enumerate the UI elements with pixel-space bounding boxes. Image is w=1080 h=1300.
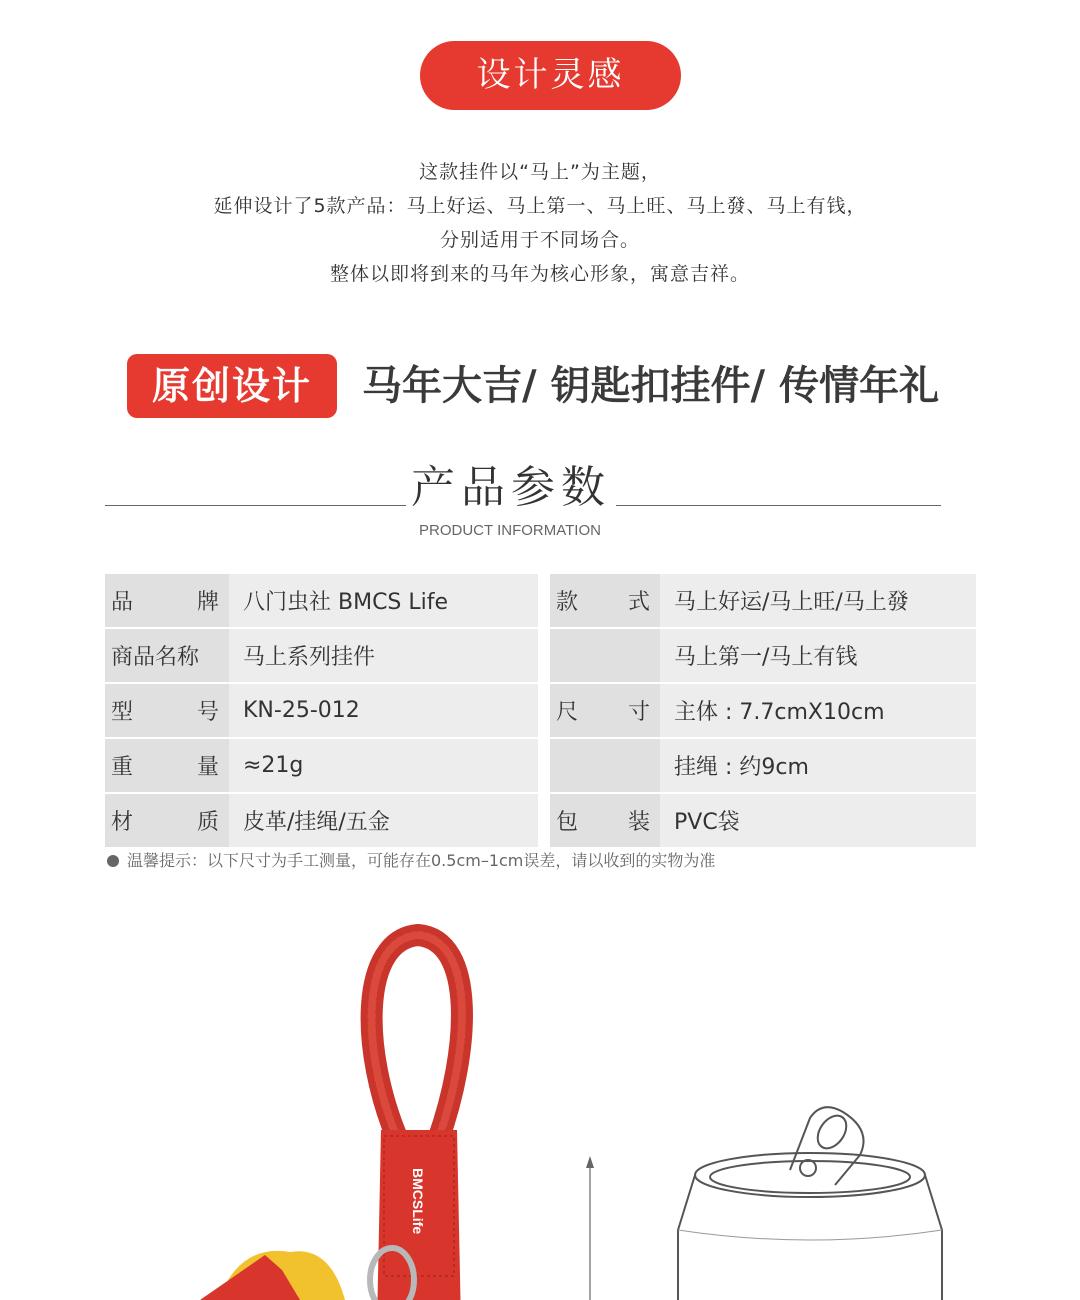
bullet-icon <box>107 855 119 867</box>
spec-label <box>550 794 660 849</box>
notice-text: 温馨提示：以下尺寸为手工测量，可能存在0.5cm–1cm误差，请以收到的实物为准 <box>127 851 716 870</box>
spec-label <box>105 574 229 629</box>
spec-label <box>105 739 229 794</box>
section-title: 产品参数 <box>411 462 611 513</box>
spec-label-char: 材 <box>111 810 134 835</box>
spec-label-char: 号 <box>196 700 219 725</box>
spec-value: 马上系列挂件 <box>229 629 550 684</box>
section-subtitle: PRODUCT INFORMATION <box>419 522 601 539</box>
spec-label-char: 量 <box>196 755 219 780</box>
spec-label-char: 尺 <box>556 700 579 725</box>
spec-label <box>550 684 660 739</box>
spec-label-char: 款 <box>556 590 579 615</box>
intro-line: 整体以即将到来的马年为核心形象，寓意吉祥。 <box>329 263 750 285</box>
spec-label-char: 包 <box>556 810 579 835</box>
spec-label <box>550 739 660 794</box>
original-design-badge: 原创设计 <box>127 354 337 418</box>
intro-line: 延伸设计了5款产品：马上好运、马上第一、马上旺、马上發、马上有钱， <box>213 195 867 217</box>
intro-line: 这款挂件以“马上”为主题， <box>419 161 661 183</box>
spec-row <box>105 629 976 684</box>
spec-value: 挂绳 : 约9cm <box>660 739 976 794</box>
spec-row <box>105 684 976 739</box>
spec-value: 皮革/挂绳/五金 <box>229 794 550 849</box>
spec-label-char: 型 <box>111 700 134 725</box>
spec-row <box>105 739 976 794</box>
spec-value: 马上好运/马上旺/马上發 <box>660 574 976 629</box>
spec-label-char: 寸 <box>627 700 650 725</box>
spec-label-text: 商品名称 <box>111 645 200 670</box>
spec-label <box>550 629 660 684</box>
spec-label-char: 装 <box>627 810 650 835</box>
spec-row <box>105 574 976 629</box>
keychain-product-photo <box>200 935 462 1300</box>
spec-label <box>105 794 229 849</box>
spec-label-char: 式 <box>627 590 650 615</box>
design-inspiration-pill: 设计灵感 <box>420 41 681 110</box>
intro-text <box>0 155 1080 291</box>
spec-value: 主体 : 7.7cmX10cm <box>660 684 976 739</box>
spec-label-char: 品 <box>111 590 134 615</box>
soda-can-reference <box>678 1107 942 1300</box>
spec-value: PVC袋 <box>660 794 976 849</box>
spec-label-char: 质 <box>196 810 219 835</box>
spec-table <box>105 574 976 849</box>
spec-value: 八门虫社 BMCS Life <box>229 574 550 629</box>
intro-line: 分别适用于不同场合。 <box>439 229 640 251</box>
notice <box>107 848 715 871</box>
spec-row <box>105 794 976 849</box>
spec-label <box>105 684 229 739</box>
spec-value: ≈21g <box>229 739 550 794</box>
spec-label <box>105 629 229 684</box>
spec-label <box>550 574 660 629</box>
spec-value: KN-25-012 <box>229 684 550 739</box>
spec-label-char: 牌 <box>196 590 219 615</box>
tab-brand-print: BMCSLife <box>410 1168 426 1235</box>
product-slogan: 马年大吉/ 钥匙扣挂件/ 传情年礼 <box>362 362 940 409</box>
spec-value: 马上第一/马上有钱 <box>660 629 976 684</box>
spec-label-char: 重 <box>111 755 134 780</box>
section-divider-right <box>616 505 941 506</box>
section-divider-left <box>105 505 406 506</box>
product-illustration <box>0 900 1080 1300</box>
dimension-arrow <box>586 1156 594 1300</box>
